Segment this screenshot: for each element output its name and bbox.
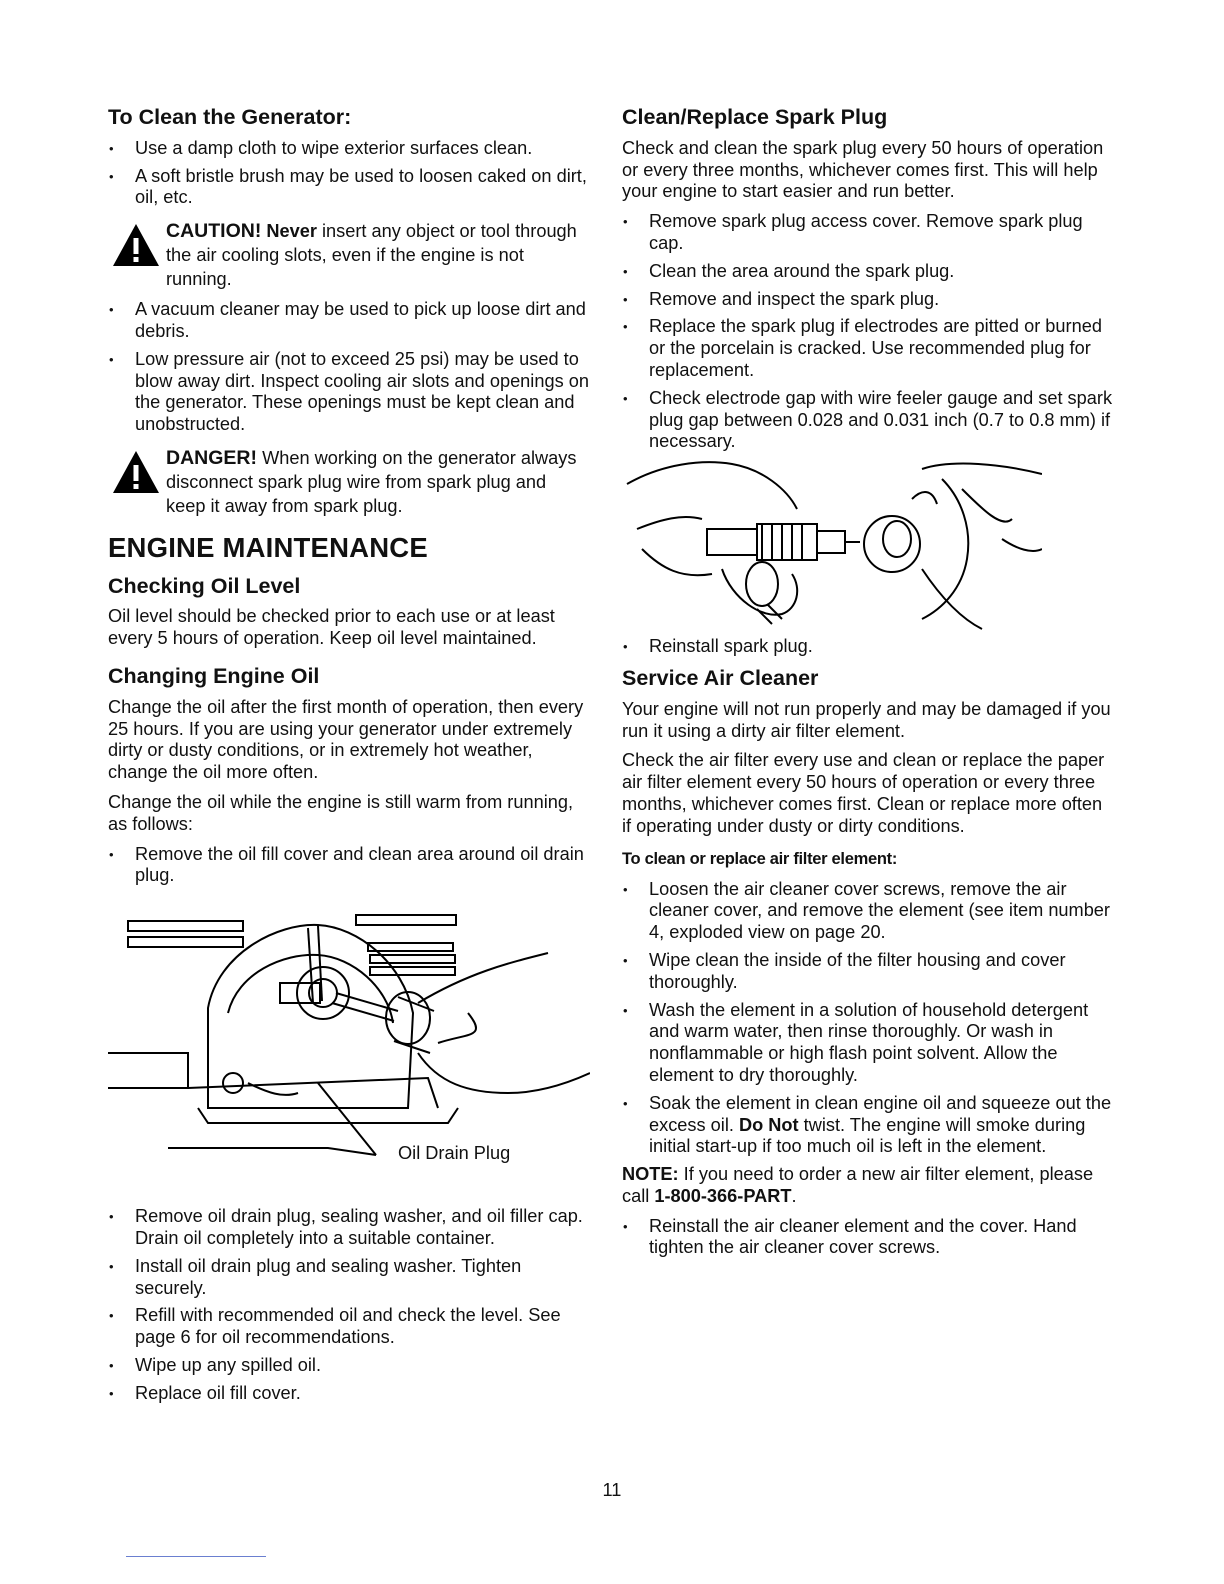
oil-drain-illustration bbox=[108, 893, 590, 1178]
list-item: • Wipe clean the inside of the filter housing and cover thoroughly. bbox=[622, 950, 1116, 994]
changing-oil-p1: Change the oil after the first month of operation, then every 25 hours. If you are using your generator under extremely dirty or dusty conditions, or in extremely hot weather, change the oil more often. bbox=[108, 696, 584, 783]
list-item: • Remove oil drain plug, sealing washer, and oil filler cap. Drain oil completely into a suitable container. bbox=[108, 1206, 590, 1250]
soak-text-post: twist. The engine will smoke during initial start-up if too much oil is left in the element. bbox=[649, 1114, 1086, 1157]
engine-maintenance-heading: ENGINE MAINTENANCE bbox=[108, 531, 428, 563]
list-item bbox=[622, 1093, 1116, 1158]
clean-generator-heading: To Clean the Generator: bbox=[108, 105, 352, 129]
air-filter-list bbox=[622, 879, 1116, 1159]
note-paragraph bbox=[622, 1164, 1116, 1208]
oil-level-text: Oil level should be checked prior to each use or at least every 5 hours of operation. Keep oil level maintained. bbox=[108, 606, 555, 649]
footer-rule bbox=[126, 1556, 266, 1557]
list-item: • Install oil drain plug and sealing washer. Tighten securely. bbox=[108, 1256, 590, 1300]
list-item: • Wash the element in a solution of household detergent and warm water, then rinse thoroughly. Or wash in nonflammable or high flash point solvent. Allow the element to dry thoroughly. bbox=[622, 1000, 1116, 1087]
spark-plug-list-2 bbox=[622, 636, 1116, 658]
warning-triangle-icon bbox=[112, 450, 160, 494]
list-item: • Check electrode gap with wire feeler gauge and set spark plug gap between 0.028 and 0.031 inch (0.7 to 0.8 mm) if necessary. bbox=[622, 388, 1116, 453]
changing-oil-list bbox=[108, 844, 590, 888]
list-item: • Use a damp cloth to wipe exterior surfaces clean. bbox=[108, 138, 590, 160]
list-item: • Remove spark plug access cover. Remove spark plug cap. bbox=[622, 211, 1116, 255]
caution-text: insert any object or tool through the air cooling slots, even if the engine is not running. bbox=[166, 221, 577, 290]
list-item: • Reinstall spark plug. bbox=[622, 636, 1116, 658]
air-filter-subheading: To clean or replace air filter element: bbox=[622, 849, 898, 868]
danger-text: When working on the generator always disconnect spark plug wire from spark plug and keep it away from spark plug. bbox=[166, 447, 577, 516]
oil-drain-figure bbox=[108, 893, 590, 1178]
danger-label: DANGER! bbox=[166, 446, 257, 469]
phone-number: 1-800-366-PART bbox=[654, 1185, 792, 1206]
caution-label: CAUTION! bbox=[166, 220, 262, 243]
caution-lead: Never bbox=[266, 221, 317, 242]
note-label: NOTE: bbox=[622, 1164, 679, 1185]
soak-text-pre: Soak the element in clean engine oil and squeeze out the excess oil. bbox=[649, 1092, 1112, 1135]
warning-triangle-icon bbox=[112, 223, 160, 267]
list-item: • Remove and inspect the spark plug. bbox=[622, 289, 1116, 311]
soak-text-bold: Do Not bbox=[738, 1114, 799, 1135]
oil-drain-plug-label: Oil Drain Plug bbox=[398, 1143, 511, 1164]
air-cleaner-p2: Check the air filter every use and clean or replace the paper air filter element every 50 hours of operation or every three months, whichever comes first. Clean or replace more often if operating under dusty or dirty conditions. bbox=[622, 750, 1105, 836]
right-column bbox=[622, 105, 1116, 1265]
list-item: • A soft bristle brush may be used to loosen caked on dirt, oil, etc. bbox=[108, 166, 590, 210]
danger-block bbox=[108, 446, 590, 518]
list-item: • Clean the area around the spark plug. bbox=[622, 261, 1116, 283]
list-item: • Loosen the air cleaner cover screws, remove the air cleaner cover, and remove the element (see item number 4, exploded view on page 20. bbox=[622, 879, 1116, 944]
list-item: • Wipe up any spilled oil. bbox=[108, 1355, 590, 1377]
spark-plug-intro: Check and clean the spark plug every 50 hours of operation or every three months, whichever comes first. This will help your engine to start easier and run better. bbox=[622, 137, 1104, 202]
clean-generator-list-2 bbox=[108, 299, 590, 436]
list-item: • Low pressure air (not to exceed 25 psi) may be used to blow away dirt. Inspect cooling air slots and openings on the generator. These openings must be kept clean and unobstructed. bbox=[108, 349, 590, 436]
clean-generator-list bbox=[108, 138, 590, 209]
list-item: • Reinstall the air cleaner element and the cover. Hand tighten the air cleaner cover screws. bbox=[622, 1216, 1116, 1260]
checking-oil-heading: Checking Oil Level bbox=[108, 573, 301, 598]
page-number: 11 bbox=[602, 1480, 622, 1500]
spark-plug-gap-illustration bbox=[622, 459, 1042, 634]
list-item: • Replace the spark plug if electrodes are pitted or burned or the porcelain is cracked. Use recommended plug for replacement. bbox=[622, 316, 1116, 381]
note-end: . bbox=[791, 1185, 797, 1206]
left-column bbox=[108, 105, 590, 1411]
spark-plug-list bbox=[622, 211, 1116, 453]
note-text: If you need to order a new air filter element, please call bbox=[622, 1164, 1094, 1206]
changing-oil-list-2 bbox=[108, 1206, 590, 1404]
changing-oil-p2: Change the oil while the engine is still warm from running, as follows: bbox=[108, 791, 574, 834]
list-item: • Replace oil fill cover. bbox=[108, 1383, 590, 1405]
spark-plug-heading: Clean/Replace Spark Plug bbox=[622, 105, 888, 129]
list-item: • Remove the oil fill cover and clean area around oil drain plug. bbox=[108, 844, 590, 888]
air-filter-list-2 bbox=[622, 1216, 1116, 1260]
changing-oil-heading: Changing Engine Oil bbox=[108, 663, 320, 688]
caution-block bbox=[108, 219, 590, 291]
air-cleaner-p1: Your engine will not run properly and may be damaged if you run it using a dirty air filter element. bbox=[622, 698, 1111, 741]
list-item: • Refill with recommended oil and check the level. See page 6 for oil recommendations. bbox=[108, 1305, 590, 1349]
air-cleaner-heading: Service Air Cleaner bbox=[622, 665, 819, 690]
list-item: • A vacuum cleaner may be used to pick up loose dirt and debris. bbox=[108, 299, 590, 343]
